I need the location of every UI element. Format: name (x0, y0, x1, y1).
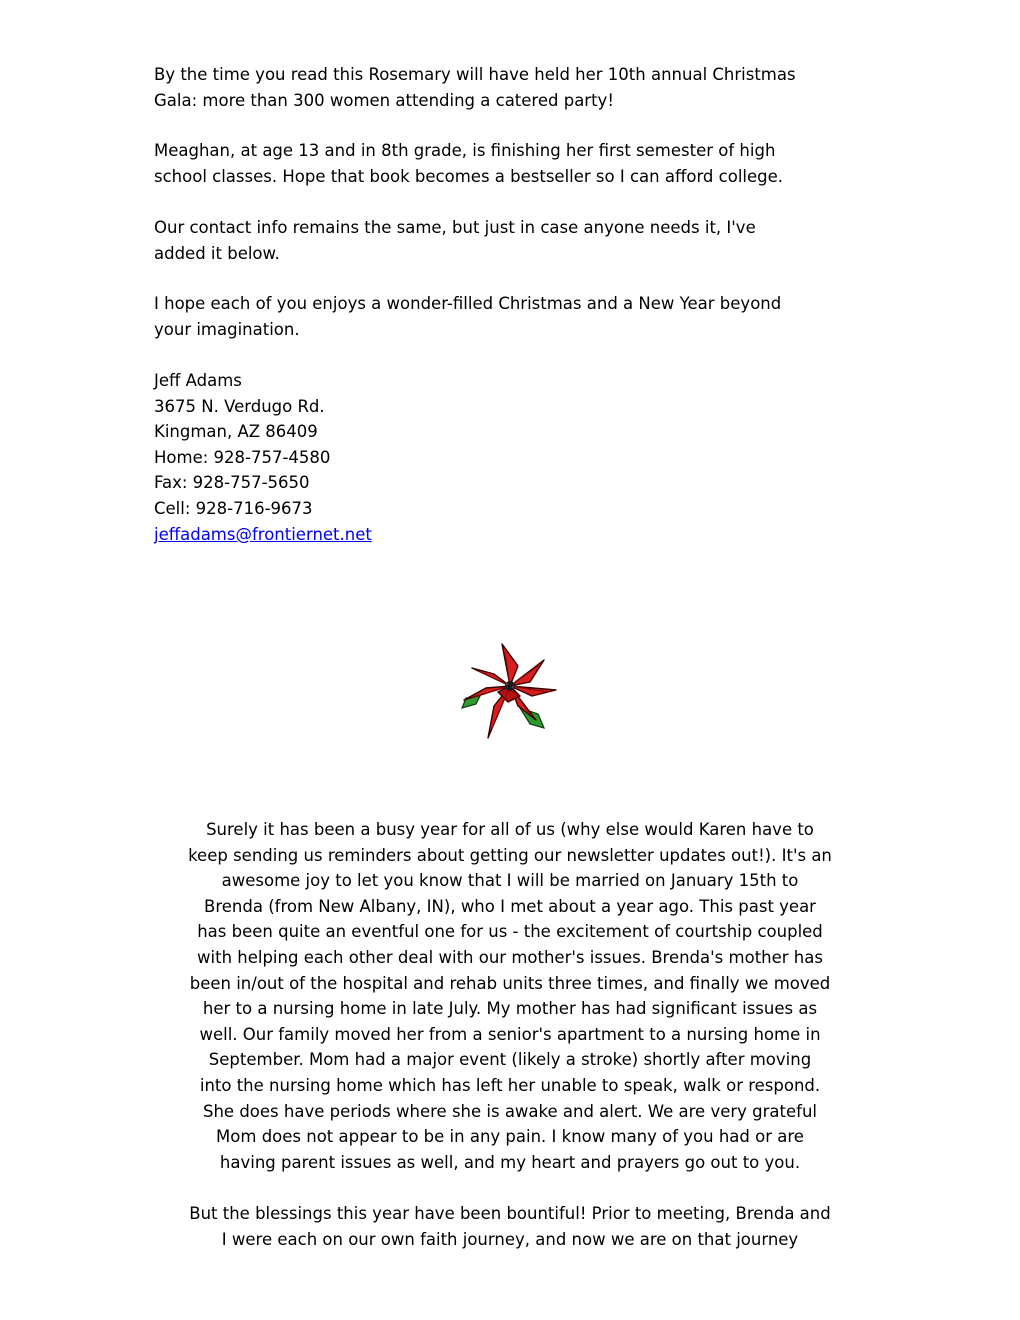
email-link[interactable]: jeffadams@frontiernet.net (154, 524, 372, 544)
contact-home-phone: Home: 928-757-4580 (154, 447, 331, 467)
text-line: keep sending us reminders about getting our newsletter updates out!). It's an (188, 845, 832, 865)
text-line: well. Our family moved her from a senior's apartment to a nursing home in (199, 1024, 821, 1044)
contact-cell-phone: Cell: 928-716-9673 (154, 498, 313, 518)
paragraph-blessings (130, 1201, 890, 1252)
text-line: with helping each other deal with our mother's issues. Brenda's mother has (197, 947, 823, 967)
paragraph-rosemary-gala (154, 62, 874, 113)
contact-city: Kingman, AZ 86409 (154, 422, 318, 442)
text-line: Brenda (from New Albany, IN), who I met about a year ago. This past year (204, 896, 816, 916)
text-line: Meaghan, at age 13 and in 8th grade, is finishing her first semester of high (154, 141, 776, 160)
paragraph-contact-intro (154, 215, 874, 266)
contact-block (154, 368, 874, 547)
poinsettia-icon (458, 640, 562, 744)
text-line: September. Mom had a major event (likely a stroke) shortly after moving (208, 1050, 812, 1070)
text-line: Our contact info remains the same, but just in case anyone needs it, I've (154, 218, 756, 237)
text-line: awesome joy to let you know that I will be married on January 15th to (221, 871, 799, 891)
contact-name: Jeff Adams (154, 371, 242, 390)
paragraph-holiday-wishes (154, 291, 874, 342)
contact-fax: Fax: 928-757-5650 (154, 473, 310, 493)
text-line: been in/out of the hospital and rehab units three times, and finally we moved (189, 973, 831, 993)
text-line: I hope each of you enjoys a wonder-filled Christmas and a New Year beyond (154, 294, 782, 313)
contact-street: 3675 N. Verdugo Rd. (154, 396, 325, 416)
text-line: By the time you read this Rosemary will have held her 10th annual Christmas (154, 65, 796, 84)
text-line: Mom does not appear to be in any pain. I know many of you had or are (216, 1127, 804, 1147)
text-line: having parent issues as well, and my heart and prayers go out to you. (219, 1152, 801, 1172)
text-line: But the blessings this year have been bountiful! Prior to meeting, Brenda and (189, 1204, 831, 1223)
text-line: She does have periods where she is awake and alert. We are very grateful (203, 1101, 817, 1121)
text-line: has been quite an eventful one for us - the excitement of courtship coupled (197, 922, 823, 942)
text-line: into the nursing home which has left her unable to speak, walk or respond. (199, 1075, 821, 1095)
text-line: Gala: more than 300 women attending a catered party! (154, 90, 614, 110)
paragraph-meaghan (154, 138, 874, 189)
text-line: added it below. (154, 243, 280, 263)
text-line: I were each on our own faith journey, and now we are on that journey (221, 1229, 799, 1249)
text-line: your imagination. (154, 319, 300, 339)
text-line: school classes. Hope that book becomes a bestseller so I can afford college. (154, 166, 784, 186)
text-line: Surely it has been a busy year for all of us (why else would Karen have to (206, 820, 814, 839)
paragraph-year-update (130, 817, 890, 1175)
text-line: her to a nursing home in late July. My mother has had significant issues as (202, 999, 818, 1019)
